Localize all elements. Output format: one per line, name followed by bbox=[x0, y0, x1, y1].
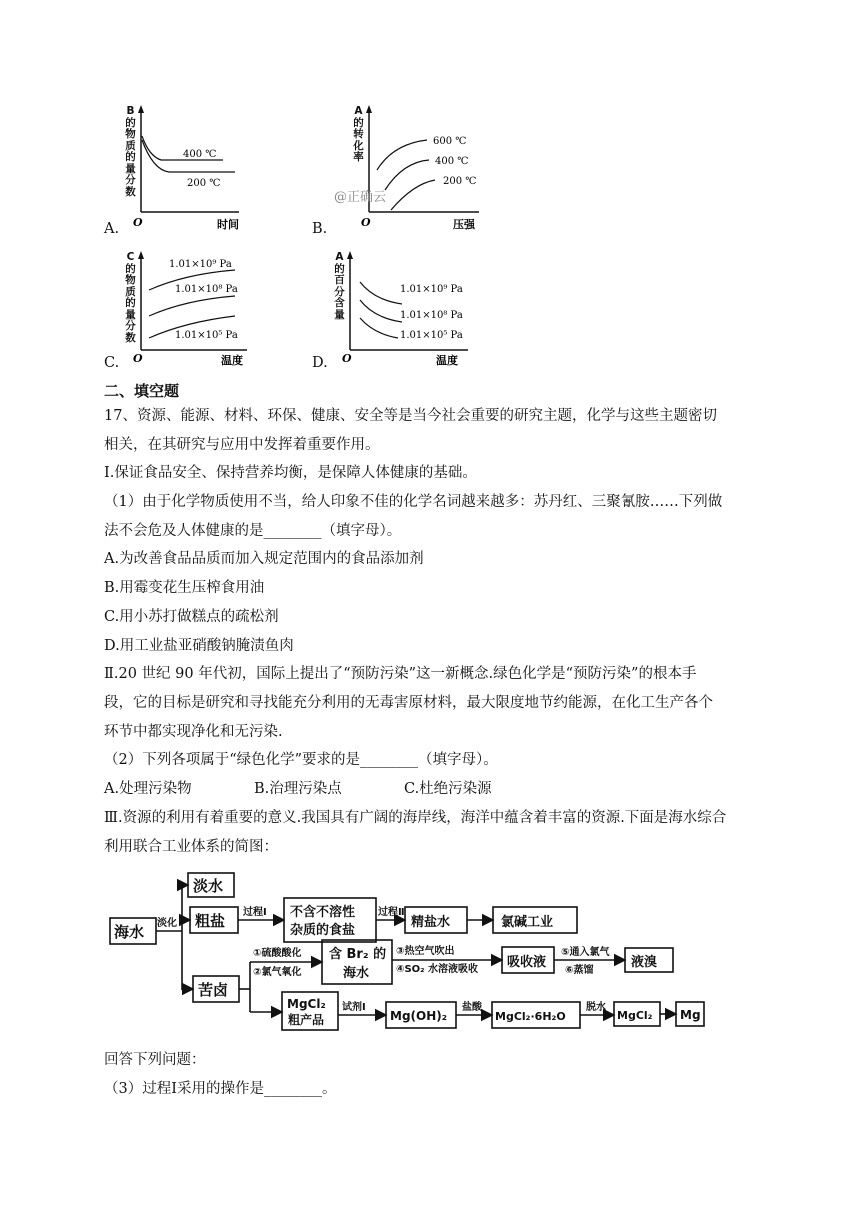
graph-c-origin: O bbox=[133, 352, 143, 365]
graph-c-ylabel-char: 物 bbox=[125, 274, 136, 286]
graph-b-ylabel-char: 化 bbox=[353, 139, 364, 152]
label-desalinate: 淡化 bbox=[157, 918, 177, 929]
label-br-line2: 海水 bbox=[343, 966, 370, 981]
label-liquid-br: 液溴 bbox=[631, 955, 658, 970]
graph-c-curve-label-1e5: 1.01×10⁵ Pa bbox=[175, 330, 238, 341]
part3-line2: 利用联合工业体系的简图： bbox=[104, 839, 278, 855]
label-step1: ①硫酸酸化 bbox=[253, 948, 302, 959]
label-process1: 过程Ⅰ bbox=[243, 907, 267, 918]
graph-c-ylabel-char: 的 bbox=[125, 297, 136, 309]
graph-b-curve-label-200: 200 ℃ bbox=[443, 176, 477, 187]
q17-stem-line2: 相关，在其研究与应用中发挥着重要作用。 bbox=[104, 437, 380, 453]
graph-b-curve-400 bbox=[385, 160, 429, 190]
label-mgcl2-line2: 粗产品 bbox=[288, 1013, 325, 1027]
part3-line1: Ⅲ.资源的利用有着重要的意义.我国具有广阔的海岸线，海洋中蕴含着丰富的资源.下面是海水综合 bbox=[104, 810, 727, 826]
graph-c-y-arrow bbox=[138, 251, 144, 259]
label-crude-salt: 粗盐 bbox=[195, 912, 226, 930]
label-hcl: 盐酸 bbox=[462, 1002, 482, 1013]
q1-option-b: B.用霉变花生压榨食用油 bbox=[104, 580, 265, 596]
graph-d-curve-1e5 bbox=[360, 318, 398, 338]
graph-a-y-arrow bbox=[138, 105, 144, 113]
graph-d-ylabel-char: 的 bbox=[334, 262, 345, 275]
option-d-label: D. bbox=[312, 355, 328, 371]
label-hydrate: MgCl₂·6H₂O bbox=[495, 1010, 566, 1023]
q1-option-d: D.用工业盐亚硝酸钠腌渍鱼肉 bbox=[104, 638, 294, 654]
q2-option-a: A.处理污染物 bbox=[104, 781, 192, 797]
option-b-label: B. bbox=[312, 221, 328, 237]
graph-c-ylabel-char: 分 bbox=[125, 320, 136, 332]
q3-line: （3）过程Ⅰ采用的操作是________。 bbox=[104, 1081, 337, 1097]
graph-c-xlabel: 温度 bbox=[221, 354, 243, 367]
graph-b-ylabel-char: 率 bbox=[353, 151, 364, 163]
label-dehydrate: 脱水 bbox=[586, 1002, 606, 1013]
graph-c-ylabel-char: 数 bbox=[125, 331, 136, 344]
label-refined-brine: 精盐水 bbox=[411, 915, 451, 930]
option-c-label: C. bbox=[104, 355, 120, 371]
graph-b-curve-200 bbox=[391, 180, 435, 210]
q2-line: （2）下列各项属于“绿色化学”要求的是________（填字母）。 bbox=[104, 752, 498, 768]
graph-a-ylabel-char: 量 bbox=[125, 162, 136, 175]
graph-a-ylabel-char: 物 bbox=[125, 128, 136, 140]
q1-option-a: A.为改善食品品质而加入规定范围内的食品添加剂 bbox=[104, 551, 424, 567]
graph-b-ylabel-char: A bbox=[354, 105, 363, 117]
label-step5: ⑤通入氯气 bbox=[561, 947, 610, 958]
q1-option-c: C.用小苏打做糕点的疏松剂 bbox=[104, 609, 279, 625]
graph-d-curve-label-1e5: 1.01×10⁵ Pa bbox=[400, 330, 463, 341]
option-a-label: A. bbox=[104, 221, 120, 237]
graph-a-origin: O bbox=[133, 216, 143, 229]
graph-b-origin: O bbox=[361, 216, 371, 229]
label-chlor-alkali: 氯碱工业 bbox=[501, 915, 554, 930]
label-step6: ⑥蒸馏 bbox=[565, 965, 594, 976]
graph-b-curve-600 bbox=[377, 140, 427, 170]
label-mgcl2: MgCl₂ bbox=[617, 1009, 653, 1022]
graph-a-ylabel-char: B bbox=[126, 105, 135, 117]
graph-d-ylabel-char: 百 bbox=[334, 274, 345, 286]
section-title: 二、填空题 bbox=[104, 382, 180, 400]
part2-line1: Ⅱ.20 世纪 90 年代初，国际上提出了“预防污染”这一新概念.绿色化学是“预防污染”的根本手 bbox=[104, 666, 697, 682]
graph-d-curve-1e9 bbox=[360, 282, 402, 304]
graph-d-ylabel-char: 含 bbox=[334, 297, 345, 309]
label-salt-line2: 杂质的食盐 bbox=[290, 923, 356, 938]
q2-option-b: B.治理污染点 bbox=[254, 781, 342, 797]
graph-c-curve-1e8 bbox=[149, 296, 235, 316]
watermark: @正确云 bbox=[334, 190, 387, 205]
graph-a-curve-label-400: 400 ℃ bbox=[183, 149, 217, 160]
graph-c-ylabel-char: C bbox=[126, 251, 135, 263]
label-mgoh2: Mg(OH)₂ bbox=[390, 1009, 447, 1023]
q2-option-c: C.杜绝污染源 bbox=[404, 781, 492, 797]
graph-c-curve-label-1e9: 1.01×10⁹ Pa bbox=[169, 259, 232, 270]
graph-b-ylabel-char: 的 bbox=[353, 116, 364, 129]
graph-b-ylabel-char: 转 bbox=[353, 128, 364, 140]
part2-line2: 段，它的目标是研究和寻找能充分利用的无毒害原材料，最大限度地节约能源，在化工生产各个 bbox=[104, 695, 713, 711]
label-step2: ②氯气氧化 bbox=[253, 967, 302, 978]
label-mg: Mg bbox=[680, 1008, 701, 1022]
graph-b-curve-label-600: 600 ℃ bbox=[433, 136, 467, 147]
label-bittern: 苦卤 bbox=[198, 981, 229, 999]
graph-a-ylabel-char: 的 bbox=[125, 116, 136, 129]
graph-c-ylabel-char: 质 bbox=[125, 285, 136, 298]
graph-d-ylabel-char: 量 bbox=[334, 308, 345, 321]
graph-c-ylabel-char: 量 bbox=[125, 308, 136, 321]
q17-stem-line1: 17、资源、能源、材料、环保、健康、安全等是当今社会重要的研究主题，化学与这些主题密切 bbox=[104, 408, 717, 424]
label-step4: ④SO₂ 水溶液吸收 bbox=[396, 964, 479, 975]
graph-c bbox=[135, 250, 250, 366]
graph-c-curve-label-1e8: 1.01×10⁸ Pa bbox=[175, 284, 238, 295]
graph-a bbox=[133, 104, 245, 231]
graph-b-xlabel: 压强 bbox=[453, 218, 475, 231]
label-br-line1: 含 Br₂ 的 bbox=[329, 947, 387, 962]
graph-d-curve-label-1e8: 1.01×10⁸ Pa bbox=[400, 310, 463, 321]
label-absorb: 吸收液 bbox=[507, 955, 547, 970]
graph-a-curve-label-200: 200 ℃ bbox=[187, 178, 221, 189]
label-step3: ③热空气吹出 bbox=[396, 946, 455, 957]
part2-line3: 环节中都实现净化和无污染. bbox=[104, 724, 283, 740]
part1-intro: Ⅰ.保证食品安全、保持营养均衡，是保障人体健康的基础。 bbox=[104, 465, 477, 481]
label-salt-line1: 不含不溶性 bbox=[290, 905, 356, 920]
graph-d-xlabel: 温度 bbox=[436, 354, 458, 367]
q1-line2: 法不会危及人体健康的是________（填字母）。 bbox=[104, 523, 402, 539]
graph-d bbox=[344, 250, 474, 366]
graph-d-curve-label-1e9: 1.01×10⁹ Pa bbox=[400, 284, 463, 295]
seawater-flowchart bbox=[100, 860, 710, 1036]
graph-b-y-arrow bbox=[366, 105, 372, 113]
graph-c-ylabel-char: 的 bbox=[125, 262, 136, 275]
graph-d-origin: O bbox=[342, 352, 352, 365]
label-process2: 过程Ⅱ bbox=[378, 907, 405, 918]
q1-line1: （1）由于化学物质使用不当，给人印象不佳的化学名词越来越多：苏丹红、三聚氰胺……下列做 bbox=[104, 494, 723, 510]
graph-b-curve-label-400: 400 ℃ bbox=[435, 156, 469, 167]
label-fresh-water: 淡水 bbox=[193, 877, 224, 895]
graph-a-xlabel: 时间 bbox=[217, 218, 239, 231]
label-reagent1: 试剂Ⅰ bbox=[342, 1002, 366, 1013]
label-seawater: 海水 bbox=[114, 923, 145, 941]
graph-a-ylabel-char: 数 bbox=[125, 185, 136, 198]
graph-d-ylabel-char: 分 bbox=[334, 285, 345, 298]
graph-a-ylabel-char: 的 bbox=[125, 151, 136, 163]
graph-d-y-arrow bbox=[347, 251, 353, 259]
graph-a-ylabel-char: 质 bbox=[125, 139, 136, 152]
graph-d-ylabel-char: A bbox=[335, 251, 344, 263]
graph-a-ylabel-char: 分 bbox=[125, 174, 136, 186]
answer-intro: 回答下列问题： bbox=[104, 1052, 206, 1068]
label-mgcl2-line1: MgCl₂ bbox=[287, 997, 326, 1011]
graph-b bbox=[361, 104, 483, 231]
